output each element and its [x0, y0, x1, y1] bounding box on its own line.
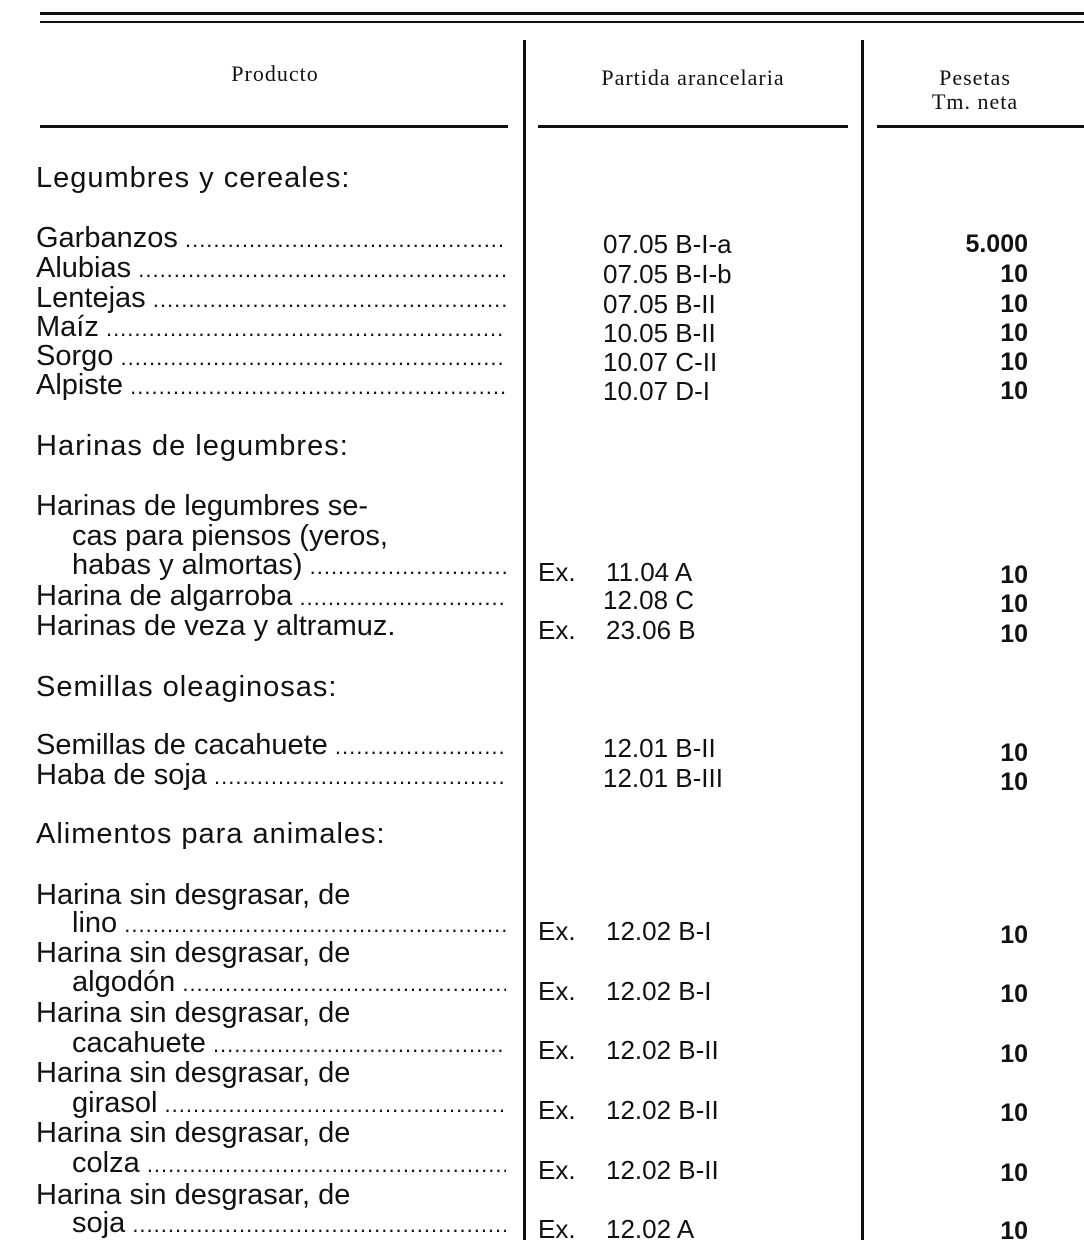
product-maiz: Maíz .....: [36, 312, 506, 344]
ex-prefix: Ex.: [538, 916, 576, 946]
value-algodon: 10: [1000, 980, 1028, 1008]
ex-prefix: Ex.: [538, 1214, 576, 1244]
ex-prefix: Ex.: [538, 1155, 576, 1185]
top-rule-thick: [40, 12, 1084, 15]
value-lino: 10: [1000, 921, 1028, 949]
ex-prefix: Ex.: [538, 1095, 576, 1125]
value-cacahuete-semillas: 10: [1000, 739, 1028, 767]
code-alubias: 07.05 B-I-b: [603, 259, 732, 289]
product-lino-line2: lino .....: [72, 908, 506, 940]
code-text: 12.02 B-I: [606, 916, 712, 946]
section-legumbres: Legumbres y cereales:: [36, 162, 351, 194]
product-algarroba: Harina de algarroba .....: [36, 581, 506, 613]
code-text: 12.02 A: [606, 1214, 695, 1244]
code-soja-harina: [538, 1214, 694, 1244]
header-pesetas-line2: Tm. neta: [931, 89, 1019, 114]
product-alpiste: Alpiste .....: [36, 370, 506, 402]
header-rule-3: [877, 125, 1084, 128]
value-garbanzos: 5.000: [965, 230, 1028, 258]
ex-prefix: Ex.: [538, 976, 576, 1006]
ex-prefix: Ex.: [538, 1035, 576, 1065]
product-sorgo: Sorgo .....: [36, 341, 506, 373]
product-girasol-line1: Harina sin desgrasar, de: [36, 1058, 351, 1088]
code-harinas-secas: [538, 557, 692, 587]
code-text: 12.02 B-II: [606, 1155, 719, 1185]
product-algodon-line2: algodón .....: [72, 967, 506, 999]
code-girasol: [538, 1095, 719, 1125]
value-veza: 10: [1000, 620, 1028, 648]
top-rule-thin: [40, 21, 1084, 23]
code-text: 12.02 B-II: [606, 1095, 719, 1125]
code-haba-soja: 12.01 B-III: [603, 763, 723, 793]
ex-prefix: Ex.: [538, 615, 576, 645]
code-lino: [538, 916, 712, 946]
value-harinas-secas: 10: [1000, 561, 1028, 589]
header-pesetas-line1: Pesetas: [939, 65, 1011, 90]
value-girasol: 10: [1000, 1099, 1028, 1127]
product-cacahuete-harina-line2: cacahuete .....: [72, 1028, 506, 1060]
column-divider-1: [523, 40, 526, 1240]
code-text: 11.04 A: [606, 557, 693, 587]
column-divider-2: [861, 40, 864, 1240]
code-algarroba: 12.08 C: [603, 585, 695, 615]
code-veza: [538, 615, 696, 645]
code-cacahuete-harina: [538, 1035, 719, 1065]
product-alubias: Alubias .....: [36, 253, 506, 285]
section-alimentos: Alimentos para animales:: [36, 818, 386, 850]
product-soja-harina-line1: Harina sin desgrasar, de: [36, 1180, 351, 1210]
product-girasol-line2: girasol .....: [72, 1088, 506, 1120]
product-harinas-secas-line3: habas y almortas) .....: [72, 550, 506, 582]
product-cacahuete-harina-line1: Harina sin desgrasar, de: [36, 998, 351, 1028]
value-algarroba: 10: [1000, 590, 1028, 618]
code-sorgo: 10.07 C-II: [603, 347, 718, 377]
header-rule-1: [40, 125, 508, 128]
section-semillas: Semillas oleaginosas:: [36, 671, 338, 703]
ex-prefix: Ex.: [538, 557, 576, 587]
code-text: 23.06 B: [606, 615, 696, 645]
code-cacahuete-semillas: 12.01 B-II: [603, 733, 716, 763]
product-colza-line1: Harina sin desgrasar, de: [36, 1118, 351, 1148]
code-text: 12.02 B-I: [606, 976, 712, 1006]
product-harinas-secas-line2: cas para piensos (yeros,: [72, 521, 388, 551]
value-alubias: 10: [1000, 260, 1028, 288]
product-lentejas: Lentejas .....: [36, 283, 506, 315]
code-maiz: 10.05 B-II: [603, 318, 716, 348]
code-garbanzos: 07.05 B-I-a: [603, 229, 732, 259]
code-text: 12.02 B-II: [606, 1035, 719, 1065]
product-soja-harina-line2: soja .....: [72, 1208, 506, 1240]
value-colza: 10: [1000, 1159, 1028, 1187]
header-producto: Producto: [231, 61, 319, 86]
value-cacahuete-harina: 10: [1000, 1040, 1028, 1068]
header-pesetas: [866, 66, 1084, 114]
value-maiz: 10: [1000, 319, 1028, 347]
code-lentejas: 07.05 B-II: [603, 289, 716, 319]
code-alpiste: 10.07 D-I: [603, 376, 710, 406]
value-sorgo: 10: [1000, 348, 1028, 376]
product-harinas-secas-line1: Harinas de legumbres se-: [36, 491, 369, 521]
product-lino-line1: Harina sin desgrasar, de: [36, 880, 351, 910]
product-algodon-line1: Harina sin desgrasar, de: [36, 938, 351, 968]
header-rule-2: [538, 125, 848, 128]
value-alpiste: 10: [1000, 377, 1028, 405]
product-haba-soja: Haba de soja .....: [36, 760, 506, 792]
section-harinas: Harinas de legumbres:: [36, 430, 349, 462]
product-cacahuete-semillas: Semillas de cacahuete .....: [36, 730, 506, 762]
code-colza: [538, 1155, 719, 1185]
header-partida: Partida arancelaria: [601, 65, 785, 90]
value-soja-harina: 10: [1000, 1217, 1028, 1245]
code-algodon: [538, 976, 712, 1006]
product-colza-line2: colza .....: [72, 1148, 506, 1180]
product-veza: Harinas de veza y altramuz.: [36, 611, 396, 641]
value-lentejas: 10: [1000, 290, 1028, 318]
product-garbanzos: Garbanzos .....: [36, 223, 506, 255]
value-haba-soja: 10: [1000, 768, 1028, 796]
